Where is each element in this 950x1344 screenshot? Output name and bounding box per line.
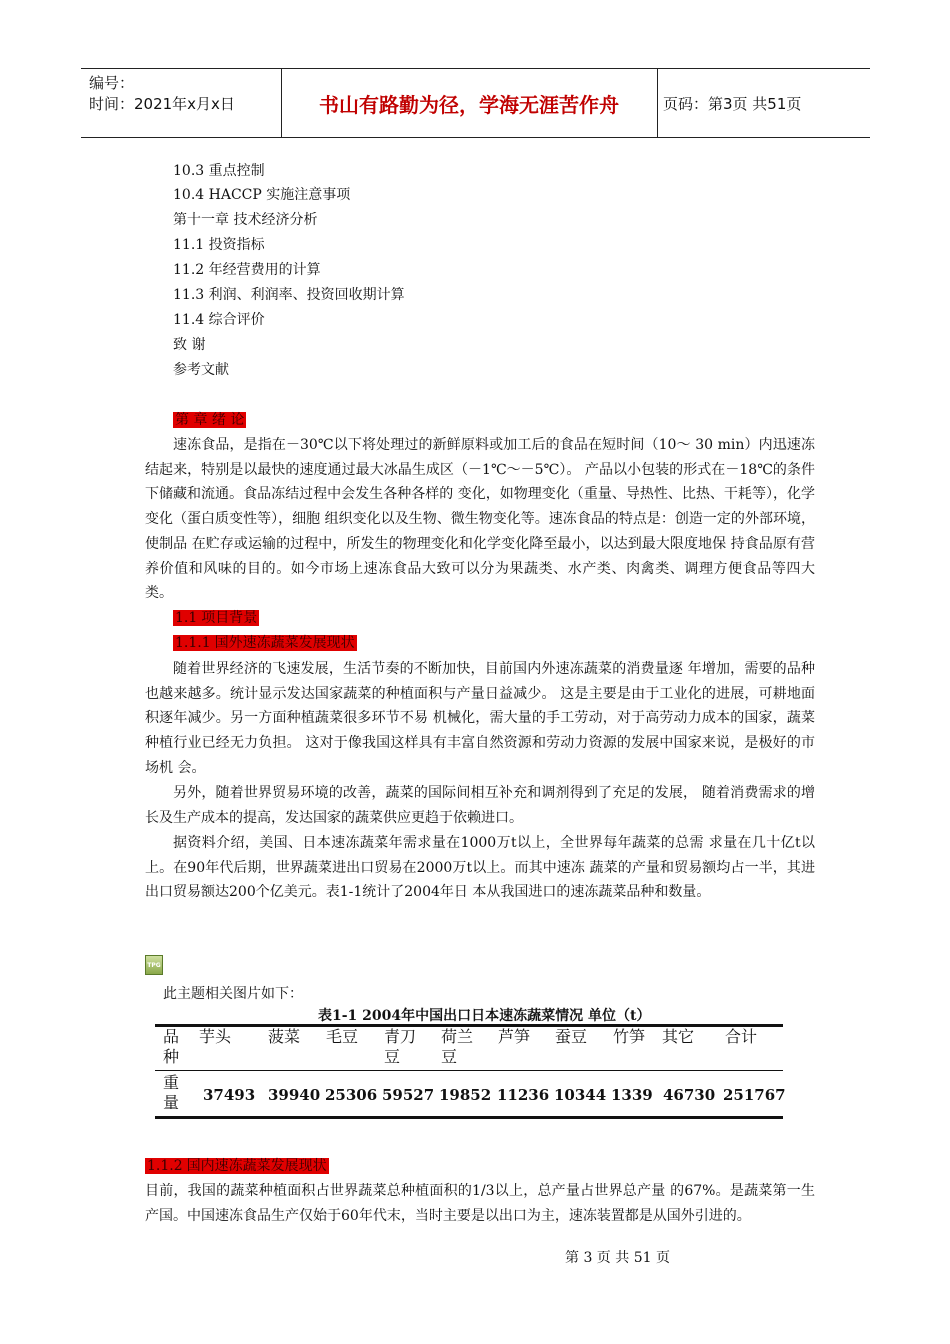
- section-heading-1-1: [173, 608, 259, 628]
- header-date-label: 时间：2021年x月x日: [89, 95, 235, 113]
- row-label-line: 量: [163, 1093, 180, 1112]
- table-cell: 39940: [268, 1086, 321, 1104]
- data-table: [155, 1024, 786, 1119]
- body-paragraph: 据资料介绍，美国、日本速冻蔬菜年需求量在1000万t以上，全世界每年蔬菜的总需 求量在几十亿t以上。在90年代后期，世界蔬菜进出口贸易在2000万t以上。而其中速冻 蔬菜的产量和贸易额均占一半，其进出口贸易额达200个亿美元。表1-1统计了2004年日 本从我国进口的速冻蔬菜品种和数量。: [145, 835, 815, 901]
- table-header: 毛豆: [326, 1027, 359, 1046]
- header-motto: 书山有路勤为径，学海无涯苦作舟: [319, 92, 619, 117]
- table-header: 菠菜: [268, 1027, 301, 1046]
- table-cell: 1339: [611, 1086, 653, 1104]
- header-divider: [657, 69, 658, 137]
- table-header-line: 豆: [384, 1047, 401, 1066]
- toc-item: 11.4 综合评价: [173, 312, 265, 328]
- table-cell: 46730: [663, 1086, 716, 1104]
- row-label-line: 品: [163, 1027, 180, 1046]
- row-label-line: 重: [163, 1073, 180, 1092]
- table-rule: [155, 1116, 783, 1119]
- table-rule: [155, 1070, 783, 1071]
- image-file-icon-label: TPG: [147, 961, 161, 969]
- table-cell: 37493: [203, 1086, 256, 1104]
- section-title: 国内速冻蔬菜发展现状: [186, 1158, 327, 1174]
- toc-item: 10.4 HACCP 实施注意事项: [173, 187, 351, 203]
- table-header: 芋头: [199, 1027, 232, 1046]
- table-header: 其它: [662, 1027, 695, 1046]
- section-number: 1.1: [175, 610, 198, 626]
- body-paragraph: 随着世界经济的飞速发展，生活节奏的不断加快，目前国内外速冻蔬菜的消费量逐 年增加，需要的品种也越来越多。统计显示发达国家蔬菜的种植面积与产量日益减少。 这是主要是由于工业化的进展，可耕地面积逐年减少。另一方面种植蔬菜很多环节不易 机械化，需大量的手工劳动，对于高劳动力成本的国家，蔬菜种植行业已经无力负担。 这对于像我国这样具有丰富自然资源和劳动力资源的发展中国家来说，是极好的市场机 会。: [145, 661, 815, 776]
- toc-item: 11.2 年经营费用的计算: [173, 262, 321, 278]
- body-paragraph: 另外，随着世界贸易环境的改善，蔬菜的国际间相互补充和调剂得到了充足的发展， 随着消费需求的增长及生产成本的提高，发达国家的蔬菜供应更趋于依赖进口。: [145, 785, 815, 826]
- table-header: 蚕豆: [555, 1027, 588, 1046]
- toc-item: 11.3 利润、利润率、投资回收期计算: [173, 287, 405, 303]
- table-cell: 11236: [497, 1086, 550, 1104]
- table-cell: 251767: [723, 1086, 786, 1104]
- chapter-title-text: 第 章 绪 论: [175, 412, 245, 428]
- table-header-line: 豆: [441, 1047, 458, 1066]
- image-intro: 此主题相关图片如下：: [163, 986, 303, 1002]
- table-header-line: 青刀: [384, 1027, 417, 1046]
- section-number: 1.1.1: [175, 635, 211, 651]
- toc-item: 参考文献: [173, 362, 229, 378]
- image-file-icon[interactable]: [145, 955, 163, 975]
- table-header: [441, 1027, 473, 1067]
- table-header: [384, 1027, 416, 1067]
- table-header-line: 荷兰: [441, 1027, 474, 1046]
- header-page-label: 页码：第3页 共51页: [663, 94, 802, 113]
- section-heading-1-1-2: [145, 1156, 329, 1176]
- header-number-label: 编号：: [89, 74, 135, 92]
- section-heading-1-1-1: [173, 633, 357, 653]
- page-header: [81, 68, 870, 138]
- table-cell: 19852: [439, 1086, 492, 1104]
- table-cell: 10344: [554, 1086, 607, 1104]
- toc-item: 11.1 投资指标: [173, 237, 265, 253]
- intro-paragraph: 速冻食品，是指在－30℃以下将处理过的新鲜原料或加工后的食品在短时间（10～ 30 min）内迅速冻结起来，特别是以最快的速度通过最大冰晶生成区（－1℃～－5℃）。 产品以小包装的形式在－18℃的条件下储藏和流通。食品冻结过程中会发生各种各样的 变化，如物理变化（重量、导热性、比热、干耗等），化学变化（蛋白质变性等），细胞 组织变化以及生物、微生物变化等。速冻食品的特点是：创造一定的外部环境，使制品 在贮存或运输的过程中，所发生的物理变化和化学变化降至最小，以达到最大限度地保 持食品原有营养价值和风味的目的。如今市场上速冻食品大致可以分为果蔬类、水产类、肉禽类、调理方便食品等四大类。: [145, 437, 815, 602]
- toc-item: 10.3 重点控制: [173, 163, 265, 179]
- toc-item: 第十一章 技术经济分析: [173, 212, 318, 228]
- page-footer: 第 3 页 共 51 页: [565, 1250, 670, 1266]
- table-caption: 表1-1 2004年中国出口日本速冻蔬菜情况 单位（t）: [318, 1008, 651, 1024]
- table-cell: 59527: [382, 1086, 435, 1104]
- row-label: [163, 1073, 179, 1113]
- body-paragraph: 目前，我国的蔬菜种植面积占世界蔬菜总种植面积的1/3以上，总产量占世界总产量 的67%。是蔬菜第一生产国。中国速冻食品生产仅始于60年代末，当时主要是以出口为主，速冻装置都是从国外引进的。: [145, 1183, 815, 1224]
- chapter-title: [173, 410, 246, 430]
- row-label-line: 种: [163, 1047, 180, 1066]
- table-header: 合计: [725, 1027, 758, 1046]
- section-title: 项目背景: [201, 610, 258, 626]
- toc-item: 致 谢: [173, 337, 206, 353]
- table-header: 芦笋: [498, 1027, 531, 1046]
- table-cell: 25306: [325, 1086, 378, 1104]
- header-divider: [281, 69, 282, 137]
- section-number: 1.1.2: [147, 1158, 183, 1174]
- section-title: 国外速冻蔬菜发展现状: [214, 635, 355, 651]
- table-header: 竹笋: [613, 1027, 646, 1046]
- header-meta: [89, 73, 235, 115]
- row-label: [163, 1027, 179, 1067]
